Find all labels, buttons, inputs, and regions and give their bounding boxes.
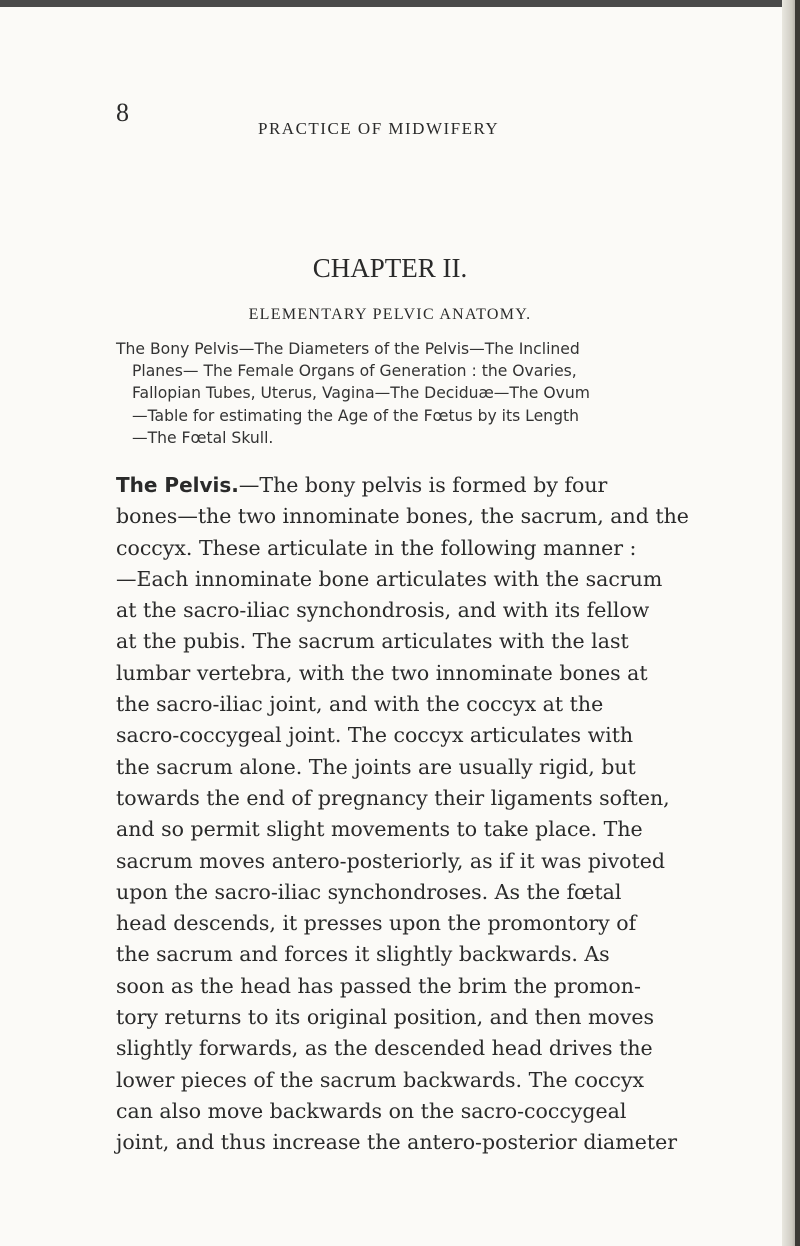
chapter-title: CHAPTER II. bbox=[312, 253, 468, 283]
body-line: towards the end of pregnancy their ligaments soften, bbox=[116, 785, 670, 810]
body-line: sacro-coccygeal joint. The coccyx articulates with bbox=[116, 723, 634, 748]
body-line: sacrum moves antero-posteriorly, as if it was pivoted bbox=[116, 848, 666, 873]
body-line: at the sacro-iliac synchondrosis, and with its fellow bbox=[116, 598, 650, 623]
top-border bbox=[0, 0, 800, 7]
body-line-text: —The bony pelvis is formed by four bbox=[238, 473, 608, 497]
body-line: the sacrum alone. The joints are usually rigid, but bbox=[116, 754, 636, 779]
synopsis-line: Fallopian Tubes, Uterus, Vagina—The Deciduæ—The Ovum bbox=[132, 384, 590, 403]
body-line: the sacrum and forces it slightly backwards. As bbox=[116, 942, 610, 967]
body-text bbox=[116, 470, 736, 1159]
body-line: and so permit slight movements to take place. The bbox=[116, 817, 643, 842]
body-line: slightly forwards, as the descended head drives the bbox=[116, 1036, 653, 1061]
body-line: upon the sacro-iliac synchondroses. As the fœtal bbox=[116, 879, 622, 904]
body-line: coccyx. These articulate in the following manner : bbox=[116, 535, 637, 560]
body-line: the sacro-iliac joint, and with the coccyx at the bbox=[116, 692, 604, 717]
body-line: tory returns to its original position, and then moves bbox=[116, 1005, 654, 1030]
synopsis-line: —Table for estimating the Age of the Fœtus by its Length bbox=[132, 406, 579, 425]
chapter-subtitle: ELEMENTARY PELVIC ANATOMY. bbox=[248, 306, 532, 323]
page-edge bbox=[782, 0, 800, 1246]
body-line: bones—the two innominate bones, the sacrum, and the bbox=[116, 504, 689, 529]
body-line: lower pieces of the sacrum backwards. The coccyx bbox=[116, 1067, 645, 1092]
synopsis-line: The Bony Pelvis—The Diameters of the Pelvis—The Inclined bbox=[116, 340, 580, 358]
section-heading: The Pelvis. bbox=[116, 473, 239, 497]
body-line: —Each innominate bone articulates with the sacrum bbox=[116, 566, 663, 591]
body-line bbox=[116, 470, 736, 501]
body-line: can also move backwards on the sacro-coccygeal bbox=[116, 1098, 627, 1123]
body-line: head descends, it presses upon the promontory of bbox=[116, 911, 637, 936]
body-line: at the pubis. The sacrum articulates with the last bbox=[116, 629, 629, 654]
chapter-synopsis bbox=[116, 338, 736, 449]
synopsis-line: Planes— The Female Organs of Generation : the Ovaries, bbox=[132, 362, 577, 381]
page-number: 8 bbox=[116, 98, 129, 127]
running-head: PRACTICE OF MIDWIFERY bbox=[258, 119, 500, 138]
body-line: soon as the head has passed the brim the promon- bbox=[116, 973, 641, 998]
body-line: joint, and thus increase the antero-posterior diameter bbox=[116, 1130, 677, 1155]
synopsis-line: —The Fœtal Skull. bbox=[132, 428, 274, 447]
body-line: lumbar vertebra, with the two innominate bones at bbox=[116, 660, 648, 685]
